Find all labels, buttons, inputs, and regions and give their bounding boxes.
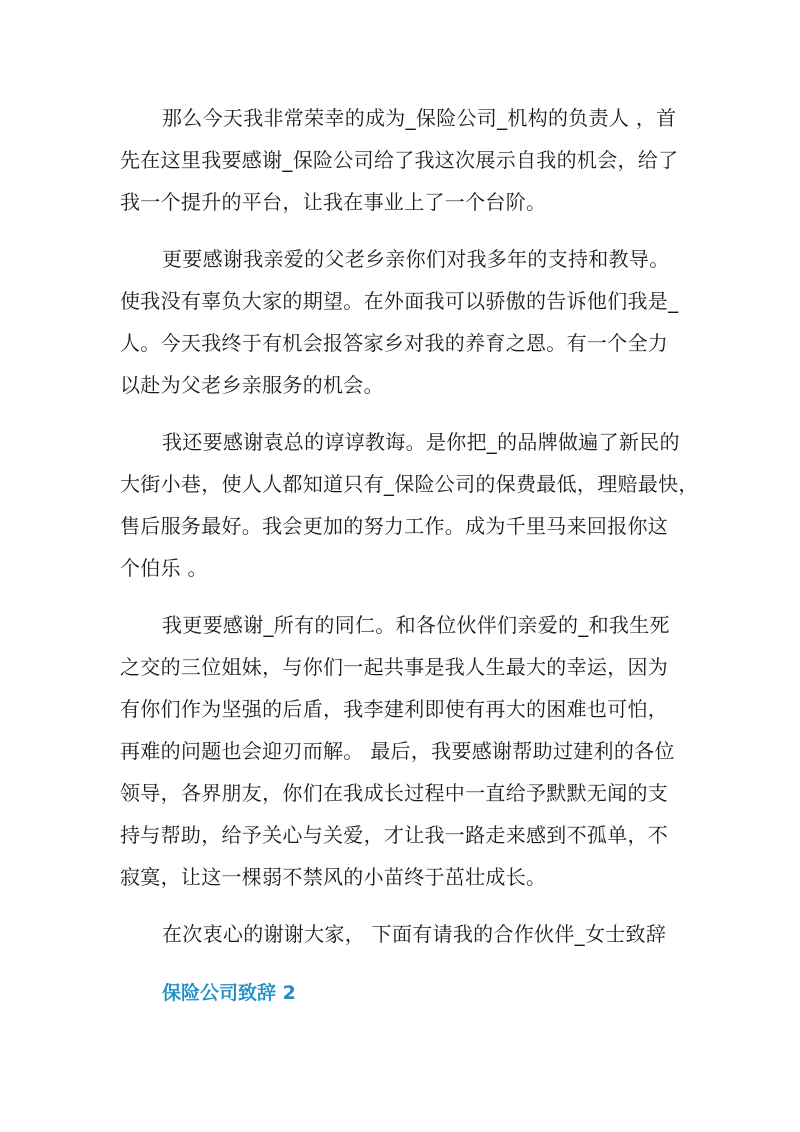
paragraph-1-line-2: 先在这里我要感谢_保险公司给了我这次展示自我的机会，给了 (120, 148, 679, 172)
paragraph-3-line-4: 个伯乐 。 (120, 556, 208, 580)
paragraph-4-line-6: 持与帮助，给予关心与关爱，才让我一路走来感到不孤单，不 (120, 823, 669, 847)
paragraph-4-line-2: 之交的三位姐妹，与你们一起共事是我人生最大的幸运，因为 (120, 655, 669, 679)
paragraph-4-line-4: 再难的问题也会迎刃而解。 最后，我要感谢帮助过建利的各位 (120, 739, 675, 763)
paragraph-3-line-1: 我还要感谢袁总的谆谆教诲。是你把_的品牌做遍了新民的 (162, 430, 680, 454)
paragraph-4-line-5: 领导，各界朋友，你们在我成长过程中一直给予默默无闻的支 (120, 781, 669, 805)
paragraph-2-line-3: 人。今天我终于有机会报答家乡对我的养育之恩。有一个全力 (120, 331, 669, 355)
section-heading: 保险公司致辞 2 (162, 982, 296, 1004)
paragraph-1-line-3: 我一个提升的平台，让我在事业上了一个台阶。 (120, 190, 547, 214)
paragraph-3-line-2: 大街小巷，使人人都知道只有_保险公司的保费最低，理赔最快， (120, 472, 699, 496)
paragraph-2-line-1: 更要感谢我亲爱的父老乡亲你们对我多年的支持和教导。 (162, 247, 670, 271)
paragraph-5-line-1: 在次衷心的谢谢大家， 下面有请我的合作伙伴_女士致辞 (162, 922, 667, 946)
paragraph-3-line-3: 售后服务最好。我会更加的努力工作。成为千里马来回报你这 (120, 514, 669, 538)
paragraph-1-line-1: 那么今天我非常荣幸的成为_保险公司_机构的负责人 ，首 (162, 106, 677, 130)
paragraph-2-line-2: 使我没有辜负大家的期望。在外面我可以骄傲的告诉他们我是_ (120, 289, 679, 313)
paragraph-4-line-3: 有你们作为坚强的后盾，我李建利即使有再大的困难也可怕， (120, 697, 669, 721)
paragraph-4-line-1: 我更要感谢_所有的同仁。和各位伙伴们亲爱的_和我生死 (162, 613, 670, 637)
paragraph-2-line-4: 以赴为父老乡亲服务的机会。 (120, 373, 384, 397)
paragraph-4-line-7: 寂寞，让这一棵弱不禁风的小苗终于茁壮成长。 (120, 865, 547, 889)
